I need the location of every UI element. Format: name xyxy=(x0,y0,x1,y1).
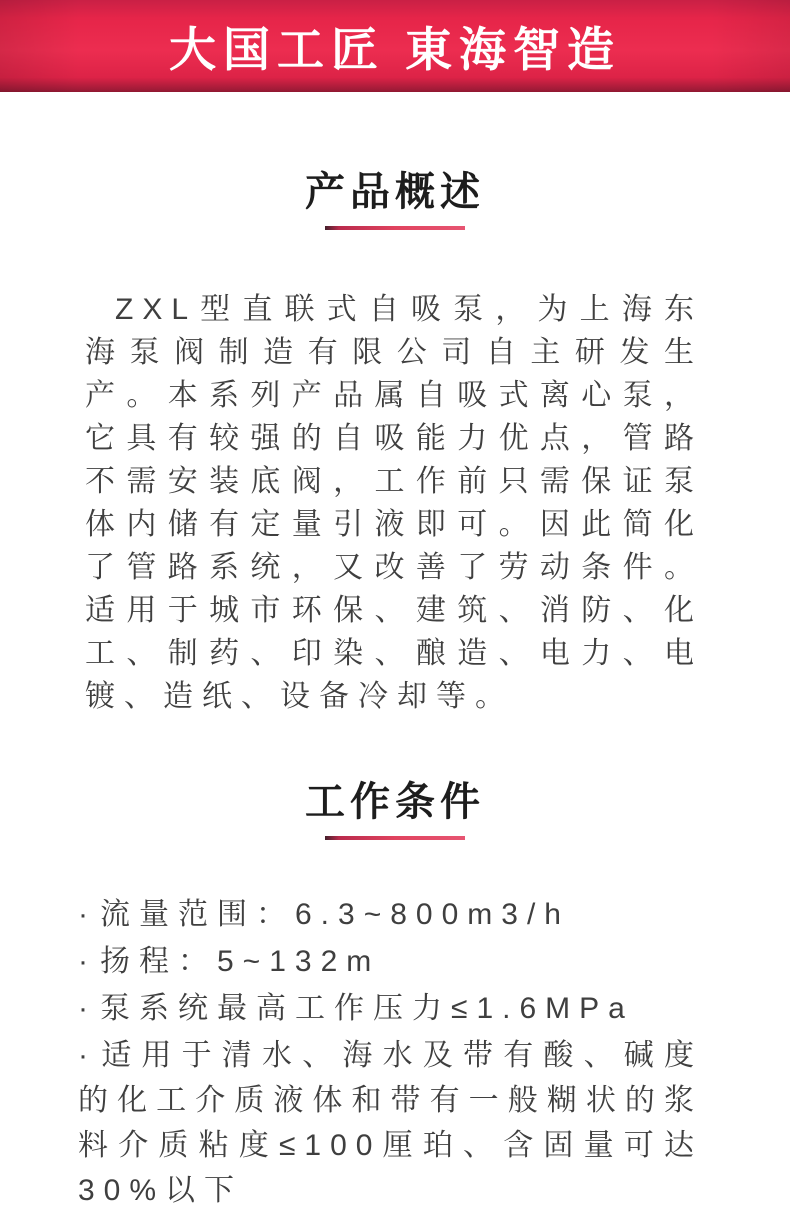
bullet-dot: · xyxy=(78,945,88,978)
list-item xyxy=(78,939,703,984)
title-underline xyxy=(325,226,465,230)
list-item xyxy=(78,986,703,1031)
list-item xyxy=(78,1033,703,1213)
brand-banner xyxy=(0,0,790,92)
brand-banner-title: 大国工匠 東海智造 xyxy=(168,22,622,76)
section-working-conditions xyxy=(0,718,790,1213)
list-item-text: 扬程：5~132m xyxy=(100,945,381,978)
list-item-text: 流量范围：6.3~800m3/h xyxy=(100,898,570,931)
product-overview-paragraph: ZXL型直联式自吸泵，为上海东海泵阀制造有限公司自主研发生产。本系列产品属自吸式离心泵，它具有较强的自吸能力优点，管路不需安装底阀，工作前只需保证泵体内储有定量引液即可。因此简化了管路系统，又改善了劳动条件。适用于城市环保、建筑、消防、化工、制药、印染、酿造、电力、电镀、造纸、设备冷却等。 xyxy=(85,293,703,713)
bullet-dot: · xyxy=(78,992,88,1025)
list-item-text: 泵系统最高工作压力≤1.6MPa xyxy=(100,992,634,1025)
bullet-dot: · xyxy=(78,1039,88,1072)
section-product-overview xyxy=(0,92,790,718)
working-conditions-list xyxy=(78,892,703,1213)
section-title-product-overview: 产品概述 xyxy=(305,170,485,214)
title-underline xyxy=(325,836,465,840)
section-title-working-conditions: 工作条件 xyxy=(305,780,485,824)
bullet-dot: · xyxy=(78,898,88,931)
list-item xyxy=(78,892,703,937)
list-item-text: 适用于清水、海水及带有酸、碱度的化工介质液体和带有一般糊状的浆料介质粘度≤100厘珀、含固量可达30%以下 xyxy=(78,1039,703,1207)
